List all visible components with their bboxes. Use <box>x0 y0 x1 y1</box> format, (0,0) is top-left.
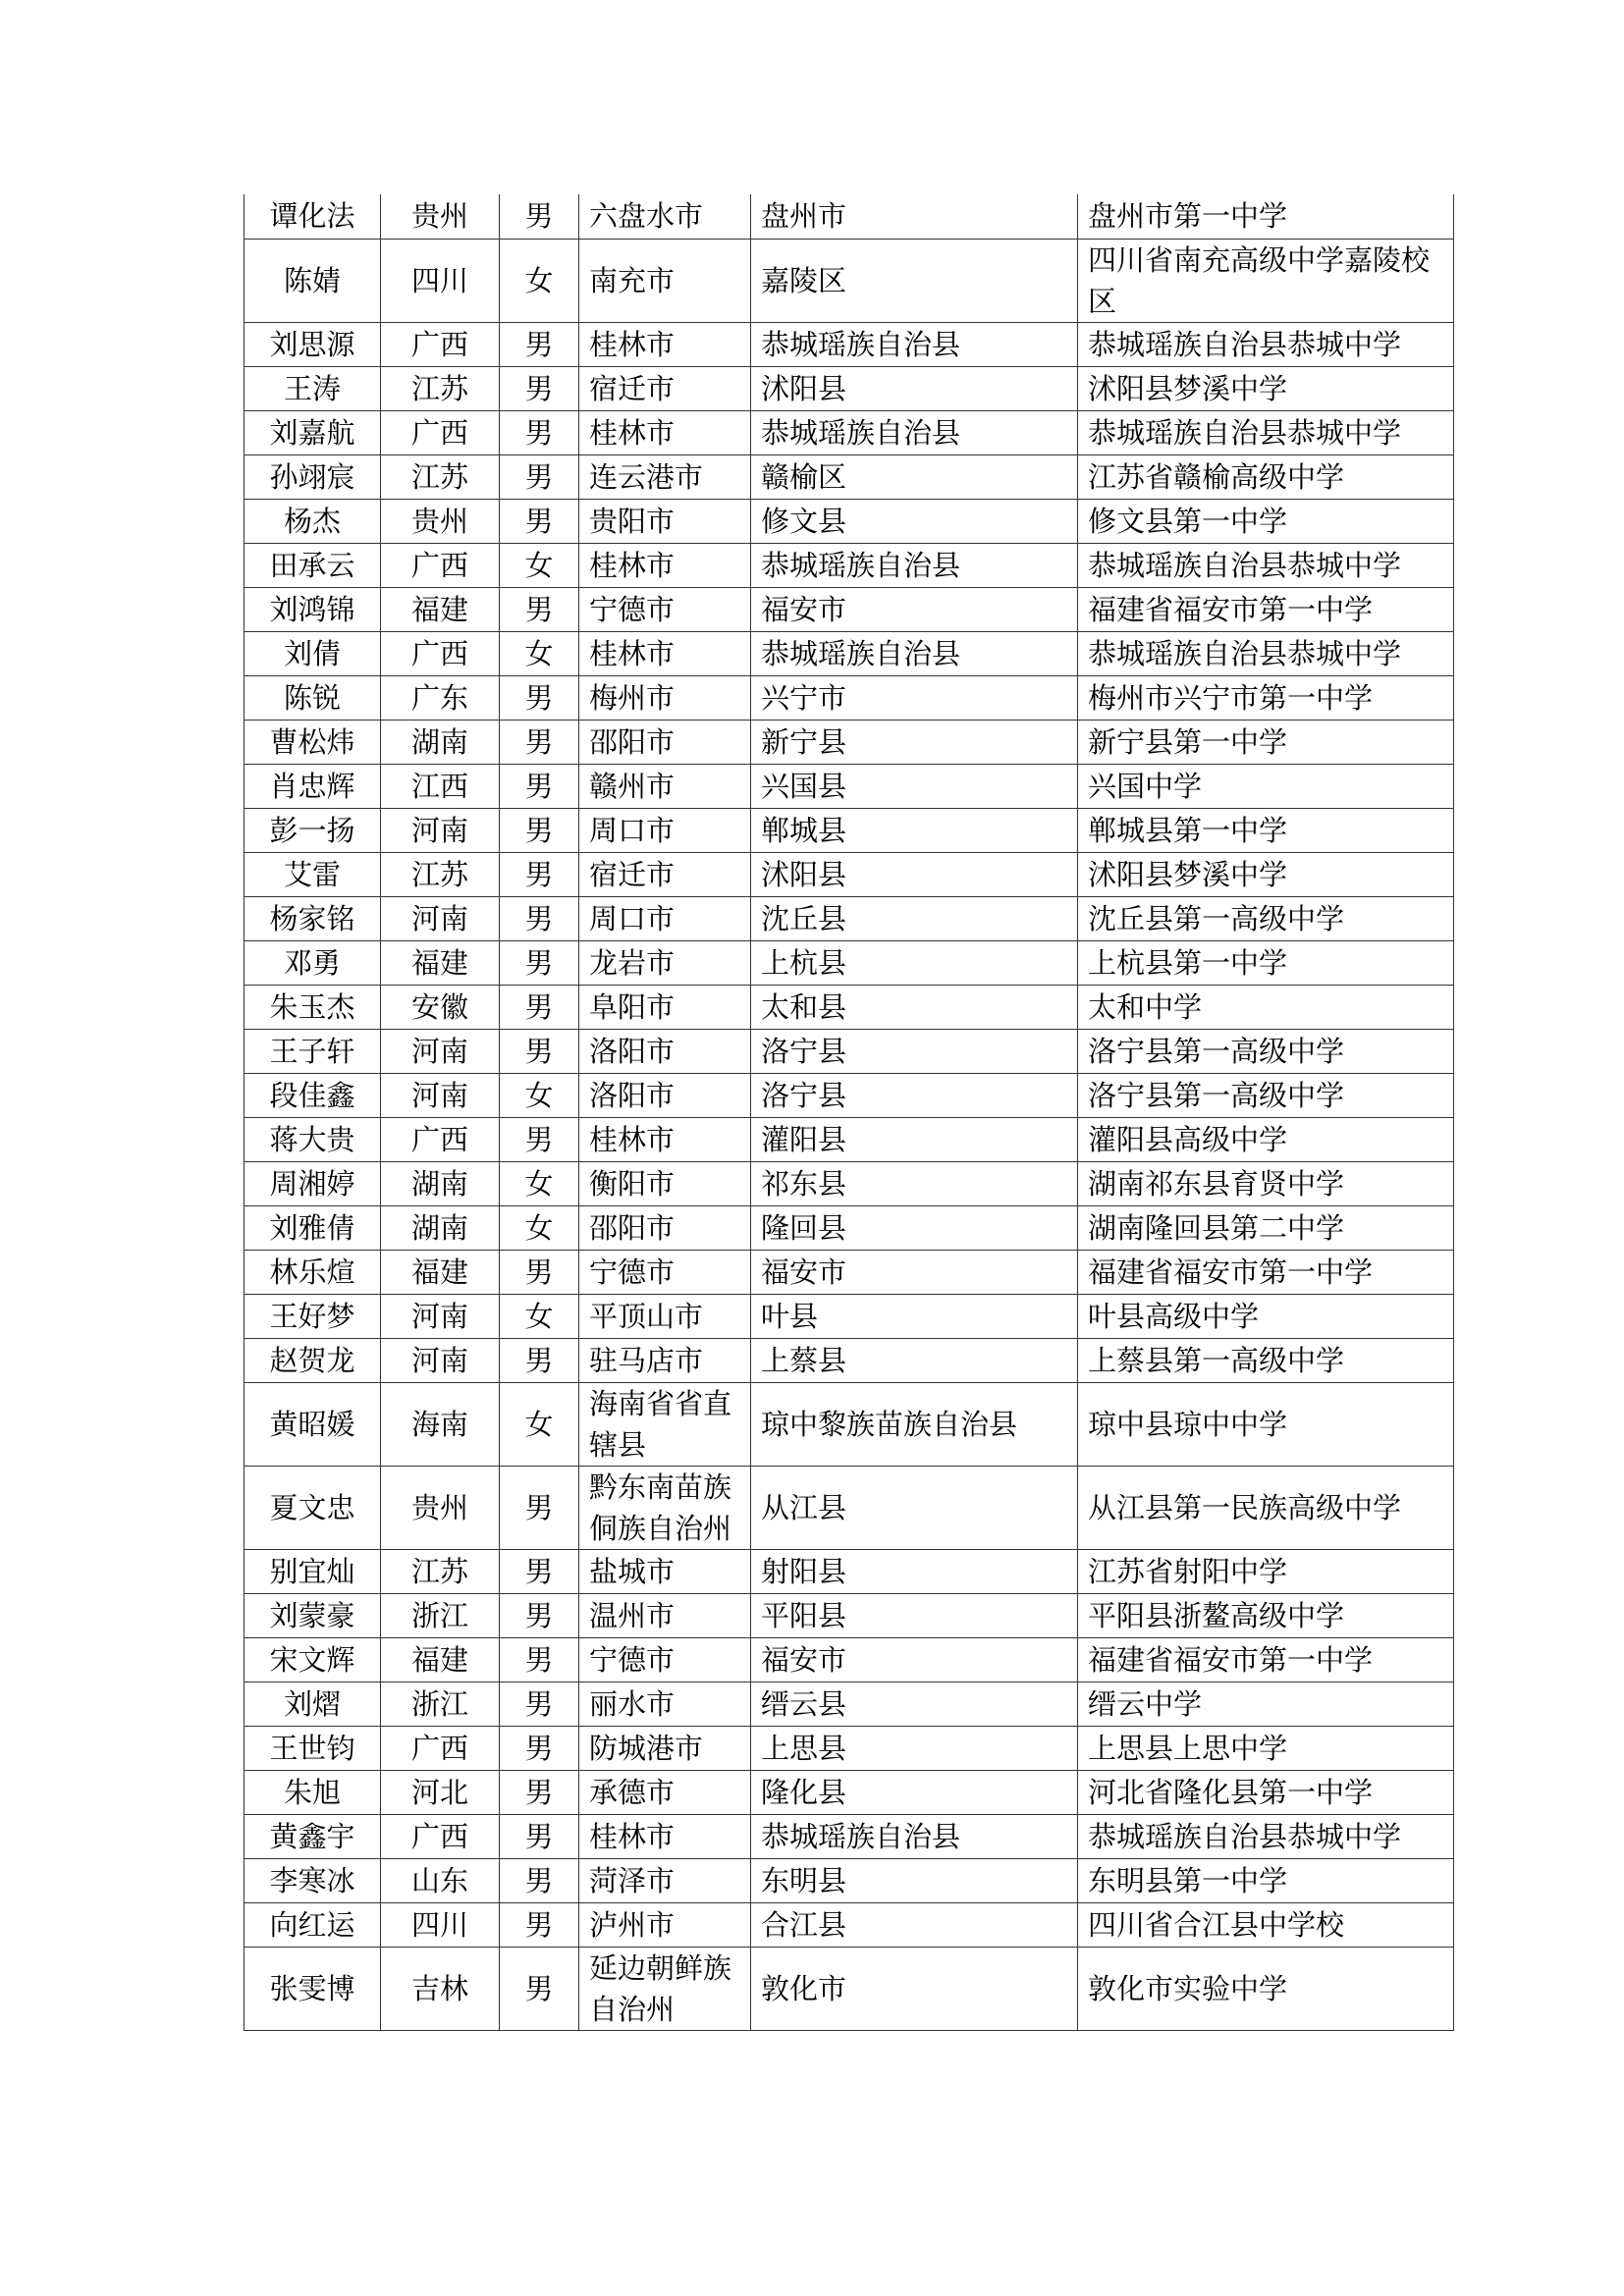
student-name-cell: 邓勇 <box>244 940 381 985</box>
city-cell: 桂林市 <box>579 631 751 675</box>
student-name-cell: 艾雷 <box>244 852 381 896</box>
province-cell: 福建 <box>381 1637 500 1682</box>
province-cell: 河南 <box>381 1294 500 1338</box>
county-cell: 平阳县 <box>751 1593 1078 1637</box>
province-cell: 贵州 <box>381 499 500 543</box>
school-cell: 从江县第一民族高级中学 <box>1078 1466 1454 1549</box>
student-name-cell: 田承云 <box>244 543 381 587</box>
county-cell: 洛宁县 <box>751 1029 1078 1073</box>
county-cell: 上思县 <box>751 1726 1078 1770</box>
table-row <box>244 587 1454 631</box>
table-row <box>244 1637 1454 1682</box>
gender-cell: 男 <box>500 194 579 239</box>
city-cell: 菏泽市 <box>579 1858 751 1902</box>
school-cell: 恭城瑶族自治县恭城中学 <box>1078 410 1454 454</box>
table-row <box>244 1294 1454 1338</box>
county-cell: 恭城瑶族自治县 <box>751 1814 1078 1858</box>
county-cell: 从江县 <box>751 1466 1078 1549</box>
school-cell: 叶县高级中学 <box>1078 1294 1454 1338</box>
gender-cell: 男 <box>500 1858 579 1902</box>
county-cell: 新宁县 <box>751 720 1078 764</box>
table-row <box>244 631 1454 675</box>
school-cell: 福建省福安市第一中学 <box>1078 1637 1454 1682</box>
county-cell: 叶县 <box>751 1294 1078 1338</box>
table-row <box>244 1382 1454 1466</box>
province-cell: 福建 <box>381 587 500 631</box>
table-row <box>244 985 1454 1029</box>
school-cell: 新宁县第一中学 <box>1078 720 1454 764</box>
student-name-cell: 杨杰 <box>244 499 381 543</box>
city-cell: 桂林市 <box>579 1814 751 1858</box>
province-cell: 四川 <box>381 239 500 322</box>
table-row <box>244 1858 1454 1902</box>
table-row <box>244 366 1454 410</box>
student-name-cell: 宋文辉 <box>244 1637 381 1682</box>
county-cell: 缙云县 <box>751 1682 1078 1726</box>
gender-cell: 男 <box>500 1593 579 1637</box>
gender-cell: 男 <box>500 1029 579 1073</box>
student-name-cell: 王涛 <box>244 366 381 410</box>
city-cell: 桂林市 <box>579 543 751 587</box>
city-cell: 桂林市 <box>579 322 751 366</box>
student-name-cell: 张雯博 <box>244 1947 381 2030</box>
city-cell: 黔东南苗族侗族自治州 <box>579 1466 751 1549</box>
student-name-cell: 林乐煊 <box>244 1250 381 1294</box>
table-row <box>244 1117 1454 1161</box>
county-cell: 兴国县 <box>751 764 1078 808</box>
province-cell: 河南 <box>381 1338 500 1382</box>
city-cell: 衡阳市 <box>579 1161 751 1205</box>
school-cell: 江苏省赣榆高级中学 <box>1078 454 1454 499</box>
province-cell: 广东 <box>381 675 500 720</box>
school-cell: 梅州市兴宁市第一中学 <box>1078 675 1454 720</box>
city-cell: 洛阳市 <box>579 1029 751 1073</box>
table-row <box>244 1814 1454 1858</box>
province-cell: 湖南 <box>381 720 500 764</box>
city-cell: 承德市 <box>579 1770 751 1814</box>
gender-cell: 男 <box>500 1902 579 1947</box>
county-cell: 恭城瑶族自治县 <box>751 631 1078 675</box>
gender-cell: 男 <box>500 587 579 631</box>
city-cell: 梅州市 <box>579 675 751 720</box>
student-name-cell: 刘蒙豪 <box>244 1593 381 1637</box>
province-cell: 河南 <box>381 1073 500 1117</box>
city-cell: 桂林市 <box>579 410 751 454</box>
city-cell: 宁德市 <box>579 587 751 631</box>
table-row <box>244 1902 1454 1947</box>
county-cell: 沭阳县 <box>751 366 1078 410</box>
gender-cell: 女 <box>500 1382 579 1466</box>
gender-cell: 女 <box>500 1161 579 1205</box>
gender-cell: 男 <box>500 985 579 1029</box>
county-cell: 灌阳县 <box>751 1117 1078 1161</box>
school-cell: 敦化市实验中学 <box>1078 1947 1454 2030</box>
county-cell: 嘉陵区 <box>751 239 1078 322</box>
gender-cell: 男 <box>500 896 579 940</box>
gender-cell: 男 <box>500 1814 579 1858</box>
student-name-cell: 陈婧 <box>244 239 381 322</box>
student-name-cell: 夏文忠 <box>244 1466 381 1549</box>
province-cell: 海南 <box>381 1382 500 1466</box>
school-cell: 沈丘县第一高级中学 <box>1078 896 1454 940</box>
school-cell: 上蔡县第一高级中学 <box>1078 1338 1454 1382</box>
table-row <box>244 454 1454 499</box>
province-cell: 吉林 <box>381 1947 500 2030</box>
table-row <box>244 194 1454 239</box>
school-cell: 兴国中学 <box>1078 764 1454 808</box>
province-cell: 广西 <box>381 410 500 454</box>
table-row <box>244 852 1454 896</box>
table-row <box>244 322 1454 366</box>
gender-cell: 男 <box>500 410 579 454</box>
student-name-cell: 段佳鑫 <box>244 1073 381 1117</box>
city-cell: 温州市 <box>579 1593 751 1637</box>
gender-cell: 男 <box>500 499 579 543</box>
table-row <box>244 808 1454 852</box>
school-cell: 灌阳县高级中学 <box>1078 1117 1454 1161</box>
gender-cell: 男 <box>500 1117 579 1161</box>
school-cell: 恭城瑶族自治县恭城中学 <box>1078 322 1454 366</box>
gender-cell: 女 <box>500 543 579 587</box>
gender-cell: 男 <box>500 1466 579 1549</box>
gender-cell: 男 <box>500 720 579 764</box>
school-cell: 河北省隆化县第一中学 <box>1078 1770 1454 1814</box>
gender-cell: 男 <box>500 1726 579 1770</box>
county-cell: 恭城瑶族自治县 <box>751 410 1078 454</box>
city-cell: 邵阳市 <box>579 720 751 764</box>
table-row <box>244 1947 1454 2030</box>
table-row <box>244 1593 1454 1637</box>
county-cell: 兴宁市 <box>751 675 1078 720</box>
province-cell: 江苏 <box>381 1549 500 1593</box>
city-cell: 阜阳市 <box>579 985 751 1029</box>
student-name-cell: 肖忠辉 <box>244 764 381 808</box>
province-cell: 河南 <box>381 808 500 852</box>
city-cell: 洛阳市 <box>579 1073 751 1117</box>
gender-cell: 男 <box>500 1770 579 1814</box>
gender-cell: 女 <box>500 239 579 322</box>
student-name-cell: 李寒冰 <box>244 1858 381 1902</box>
student-name-cell: 刘倩 <box>244 631 381 675</box>
county-cell: 上杭县 <box>751 940 1078 985</box>
city-cell: 平顶山市 <box>579 1294 751 1338</box>
province-cell: 湖南 <box>381 1205 500 1250</box>
table-row <box>244 1726 1454 1770</box>
student-name-cell: 彭一扬 <box>244 808 381 852</box>
county-cell: 沈丘县 <box>751 896 1078 940</box>
student-name-cell: 周湘婷 <box>244 1161 381 1205</box>
student-name-cell: 黄鑫宇 <box>244 1814 381 1858</box>
county-cell: 祁东县 <box>751 1161 1078 1205</box>
province-cell: 河南 <box>381 896 500 940</box>
student-name-cell: 王好梦 <box>244 1294 381 1338</box>
city-cell: 赣州市 <box>579 764 751 808</box>
student-name-cell: 孙翊宸 <box>244 454 381 499</box>
table-row <box>244 1770 1454 1814</box>
county-cell: 沭阳县 <box>751 852 1078 896</box>
gender-cell: 女 <box>500 1073 579 1117</box>
province-cell: 河北 <box>381 1770 500 1814</box>
gender-cell: 男 <box>500 675 579 720</box>
school-cell: 盘州市第一中学 <box>1078 194 1454 239</box>
gender-cell: 男 <box>500 764 579 808</box>
county-cell: 太和县 <box>751 985 1078 1029</box>
city-cell: 六盘水市 <box>579 194 751 239</box>
province-cell: 江苏 <box>381 454 500 499</box>
student-name-cell: 刘思源 <box>244 322 381 366</box>
county-cell: 恭城瑶族自治县 <box>751 322 1078 366</box>
school-cell: 太和中学 <box>1078 985 1454 1029</box>
student-name-cell: 陈锐 <box>244 675 381 720</box>
student-name-cell: 王世钧 <box>244 1726 381 1770</box>
gender-cell: 男 <box>500 1338 579 1382</box>
province-cell: 广西 <box>381 631 500 675</box>
city-cell: 龙岩市 <box>579 940 751 985</box>
city-cell: 邵阳市 <box>579 1205 751 1250</box>
school-cell: 缙云中学 <box>1078 1682 1454 1726</box>
school-cell: 东明县第一中学 <box>1078 1858 1454 1902</box>
city-cell: 桂林市 <box>579 1117 751 1161</box>
student-name-cell: 向红运 <box>244 1902 381 1947</box>
student-name-cell: 赵贺龙 <box>244 1338 381 1382</box>
gender-cell: 男 <box>500 808 579 852</box>
province-cell: 广西 <box>381 1117 500 1161</box>
table-row <box>244 1161 1454 1205</box>
city-cell: 盐城市 <box>579 1549 751 1593</box>
city-cell: 防城港市 <box>579 1726 751 1770</box>
county-cell: 隆回县 <box>751 1205 1078 1250</box>
province-cell: 福建 <box>381 1250 500 1294</box>
province-cell: 广西 <box>381 543 500 587</box>
student-name-cell: 谭化法 <box>244 194 381 239</box>
gender-cell: 男 <box>500 1637 579 1682</box>
table-row <box>244 1549 1454 1593</box>
table-row <box>244 764 1454 808</box>
city-cell: 南充市 <box>579 239 751 322</box>
city-cell: 海南省省直辖县 <box>579 1382 751 1466</box>
city-cell: 宿迁市 <box>579 852 751 896</box>
table-row <box>244 239 1454 322</box>
student-name-cell: 王子轩 <box>244 1029 381 1073</box>
student-name-cell: 黄昭媛 <box>244 1382 381 1466</box>
city-cell: 驻马店市 <box>579 1338 751 1382</box>
city-cell: 贵阳市 <box>579 499 751 543</box>
gender-cell: 男 <box>500 322 579 366</box>
gender-cell: 男 <box>500 1549 579 1593</box>
province-cell: 浙江 <box>381 1593 500 1637</box>
city-cell: 延边朝鲜族自治州 <box>579 1947 751 2030</box>
province-cell: 山东 <box>381 1858 500 1902</box>
student-name-cell: 朱旭 <box>244 1770 381 1814</box>
province-cell: 江苏 <box>381 366 500 410</box>
county-cell: 敦化市 <box>751 1947 1078 2030</box>
table-row <box>244 1466 1454 1549</box>
county-cell: 合江县 <box>751 1902 1078 1947</box>
student-name-cell: 刘嘉航 <box>244 410 381 454</box>
student-name-cell: 曹松炜 <box>244 720 381 764</box>
school-cell: 上思县上思中学 <box>1078 1726 1454 1770</box>
gender-cell: 男 <box>500 454 579 499</box>
province-cell: 贵州 <box>381 194 500 239</box>
table-row <box>244 1205 1454 1250</box>
student-name-cell: 朱玉杰 <box>244 985 381 1029</box>
school-cell: 郸城县第一中学 <box>1078 808 1454 852</box>
county-cell: 盘州市 <box>751 194 1078 239</box>
school-cell: 福建省福安市第一中学 <box>1078 1250 1454 1294</box>
gender-cell: 女 <box>500 1205 579 1250</box>
province-cell: 安徽 <box>381 985 500 1029</box>
table-row <box>244 499 1454 543</box>
province-cell: 广西 <box>381 1814 500 1858</box>
table-row <box>244 675 1454 720</box>
province-cell: 江西 <box>381 764 500 808</box>
city-cell: 周口市 <box>579 808 751 852</box>
table-row <box>244 1338 1454 1382</box>
school-cell: 洛宁县第一高级中学 <box>1078 1029 1454 1073</box>
city-cell: 宁德市 <box>579 1637 751 1682</box>
county-cell: 隆化县 <box>751 1770 1078 1814</box>
table-row <box>244 720 1454 764</box>
school-cell: 恭城瑶族自治县恭城中学 <box>1078 543 1454 587</box>
county-cell: 恭城瑶族自治县 <box>751 543 1078 587</box>
school-cell: 湖南祁东县育贤中学 <box>1078 1161 1454 1205</box>
city-cell: 周口市 <box>579 896 751 940</box>
county-cell: 福安市 <box>751 1250 1078 1294</box>
school-cell: 湖南隆回县第二中学 <box>1078 1205 1454 1250</box>
county-cell: 射阳县 <box>751 1549 1078 1593</box>
student-name-cell: 刘雅倩 <box>244 1205 381 1250</box>
county-cell: 修文县 <box>751 499 1078 543</box>
student-name-cell: 别宜灿 <box>244 1549 381 1593</box>
gender-cell: 男 <box>500 366 579 410</box>
school-cell: 沭阳县梦溪中学 <box>1078 366 1454 410</box>
county-cell: 福安市 <box>751 1637 1078 1682</box>
school-cell: 恭城瑶族自治县恭城中学 <box>1078 1814 1454 1858</box>
county-cell: 上蔡县 <box>751 1338 1078 1382</box>
table-row <box>244 1682 1454 1726</box>
table-row <box>244 896 1454 940</box>
school-cell: 平阳县浙鳌高级中学 <box>1078 1593 1454 1637</box>
county-cell: 东明县 <box>751 1858 1078 1902</box>
province-cell: 福建 <box>381 940 500 985</box>
school-cell: 琼中县琼中中学 <box>1078 1382 1454 1466</box>
county-cell: 福安市 <box>751 587 1078 631</box>
province-cell: 湖南 <box>381 1161 500 1205</box>
province-cell: 江苏 <box>381 852 500 896</box>
gender-cell: 男 <box>500 1682 579 1726</box>
county-cell: 郸城县 <box>751 808 1078 852</box>
student-name-cell: 刘熠 <box>244 1682 381 1726</box>
school-cell: 修文县第一中学 <box>1078 499 1454 543</box>
province-cell: 广西 <box>381 322 500 366</box>
school-cell: 恭城瑶族自治县恭城中学 <box>1078 631 1454 675</box>
student-name-cell: 杨家铭 <box>244 896 381 940</box>
school-cell: 上杭县第一中学 <box>1078 940 1454 985</box>
city-cell: 宿迁市 <box>579 366 751 410</box>
county-cell: 洛宁县 <box>751 1073 1078 1117</box>
table-row <box>244 1250 1454 1294</box>
city-cell: 泸州市 <box>579 1902 751 1947</box>
table-row <box>244 1073 1454 1117</box>
table-row <box>244 543 1454 587</box>
table-row <box>244 1029 1454 1073</box>
city-cell: 连云港市 <box>579 454 751 499</box>
gender-cell: 女 <box>500 631 579 675</box>
school-cell: 沭阳县梦溪中学 <box>1078 852 1454 896</box>
roster-body <box>244 194 1454 2030</box>
province-cell: 贵州 <box>381 1466 500 1549</box>
county-cell: 琼中黎族苗族自治县 <box>751 1382 1078 1466</box>
school-cell: 四川省合江县中学校 <box>1078 1902 1454 1947</box>
student-name-cell: 蒋大贵 <box>244 1117 381 1161</box>
gender-cell: 女 <box>500 1294 579 1338</box>
student-name-cell: 刘鸿锦 <box>244 587 381 631</box>
school-cell: 洛宁县第一高级中学 <box>1078 1073 1454 1117</box>
county-cell: 赣榆区 <box>751 454 1078 499</box>
province-cell: 广西 <box>381 1726 500 1770</box>
province-cell: 四川 <box>381 1902 500 1947</box>
gender-cell: 男 <box>500 1250 579 1294</box>
school-cell: 福建省福安市第一中学 <box>1078 587 1454 631</box>
gender-cell: 男 <box>500 852 579 896</box>
table-row <box>244 410 1454 454</box>
province-cell: 河南 <box>381 1029 500 1073</box>
school-cell: 江苏省射阳中学 <box>1078 1549 1454 1593</box>
province-cell: 浙江 <box>381 1682 500 1726</box>
city-cell: 丽水市 <box>579 1682 751 1726</box>
table-row <box>244 940 1454 985</box>
city-cell: 宁德市 <box>579 1250 751 1294</box>
school-cell: 四川省南充高级中学嘉陵校区 <box>1078 239 1454 322</box>
student-roster-table <box>244 194 1454 2031</box>
gender-cell: 男 <box>500 1947 579 2030</box>
gender-cell: 男 <box>500 940 579 985</box>
